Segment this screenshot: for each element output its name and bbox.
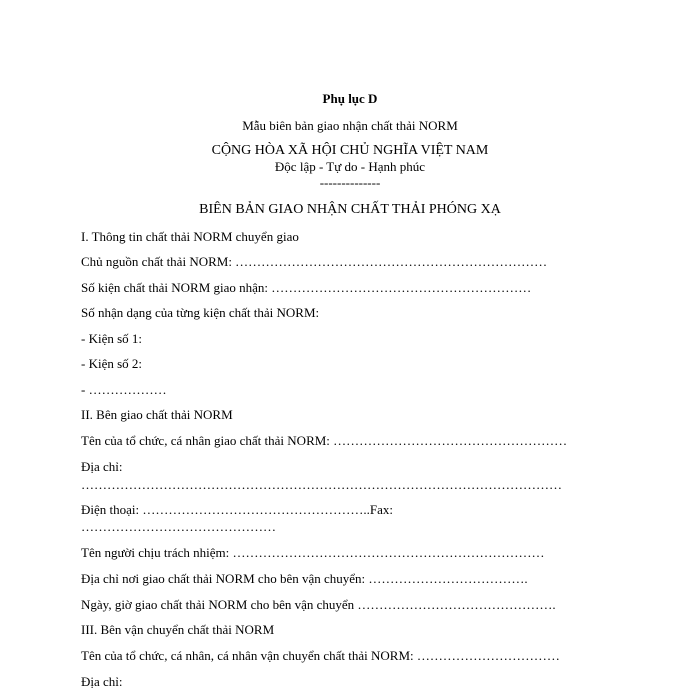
country-name: CỘNG HÒA XÃ HỘI CHỦ NGHĨA VIỆT NAM bbox=[211, 143, 489, 158]
package-more-field: - ……………… bbox=[81, 382, 167, 397]
handover-place-field: Địa chỉ nơi giao chất thải NORM cho bên vận chuyển: ………………………………. bbox=[81, 571, 528, 586]
form-subtitle: Mẫu biên bản giao nhận chất thải NORM bbox=[242, 118, 458, 133]
carrier-address-label: Địa chỉ: bbox=[81, 674, 123, 689]
handover-time-field: Ngày, giờ giao chất thải NORM cho bên vận chuyển ………………………………………. bbox=[81, 597, 556, 612]
appendix-label: Phụ lục D bbox=[322, 91, 378, 106]
sender-phone-fax-field: Điện thoại: ……………………………………………..Fax: bbox=[81, 502, 393, 517]
document-title: BIÊN BẢN GIAO NHẬN CHẤT THẢI PHÓNG XẠ bbox=[199, 202, 501, 217]
sender-address-label: Địa chỉ: bbox=[81, 459, 123, 474]
carrier-org-field: Tên của tổ chức, cá nhân, cá nhân vận chuyển chất thải NORM: …………………………… bbox=[81, 648, 560, 663]
section-3-heading: III. Bên vận chuyển chất thải NORM bbox=[81, 622, 275, 637]
sender-address-dots: ………………………………………………………………………………………………… bbox=[81, 477, 562, 492]
header-separator: -------------- bbox=[319, 175, 381, 190]
responsible-person-field: Tên người chịu trách nhiệm: ……………………………………………………………… bbox=[81, 545, 545, 560]
package-2-field: - Kiện số 2: bbox=[81, 356, 143, 371]
section-2-heading: II. Bên giao chất thải NORM bbox=[81, 407, 233, 422]
package-count-field: Số kiện chất thải NORM giao nhận: …………………………………………………… bbox=[81, 280, 532, 295]
sender-org-field: Tên của tổ chức, cá nhân giao chất thải NORM: ……………………………………………… bbox=[81, 433, 568, 448]
waste-owner-field: Chủ nguồn chất thải NORM: ……………………………………………………………… bbox=[81, 254, 548, 269]
national-motto: Độc lập - Tự do - Hạnh phúc bbox=[274, 159, 426, 174]
package-1-field: - Kiện số 1: bbox=[81, 331, 143, 346]
section-1-heading: I. Thông tin chất thải NORM chuyển giao bbox=[81, 229, 299, 244]
sender-phone-dots: ……………………………………… bbox=[81, 519, 276, 534]
package-id-label: Số nhận dạng của từng kiện chất thải NORM: bbox=[81, 305, 320, 320]
